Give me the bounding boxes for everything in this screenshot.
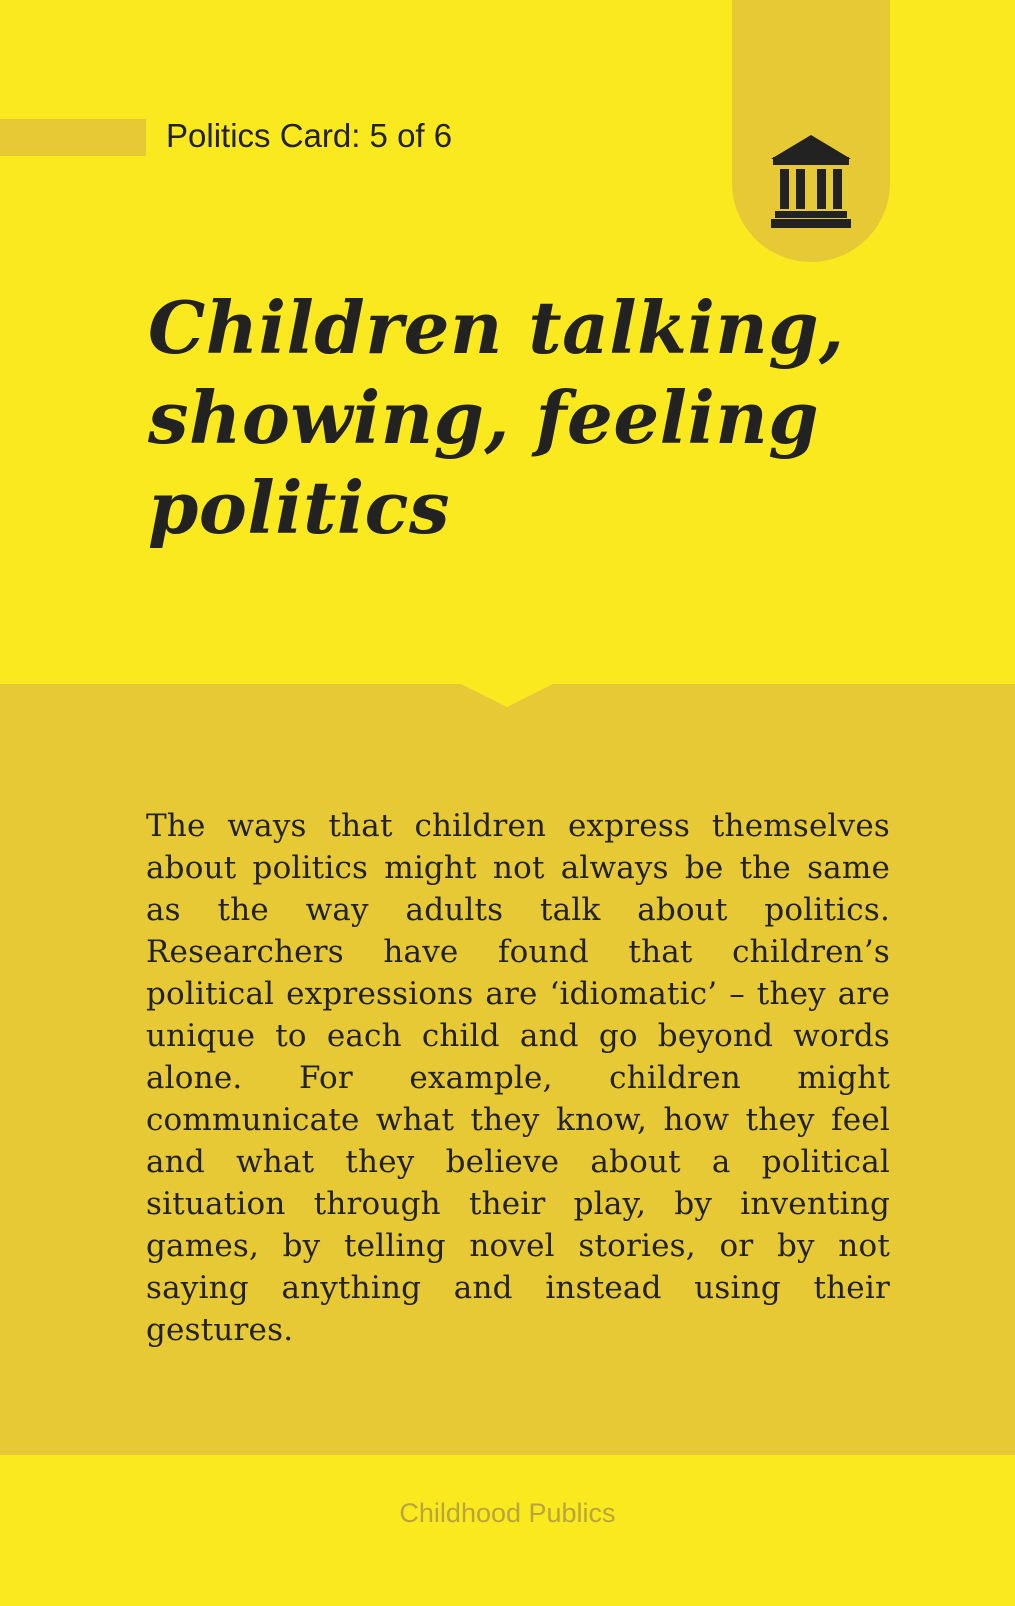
card-title: Children talking, showing, feeling politics	[148, 285, 845, 550]
card-label: Politics Card: 5 of 6	[166, 117, 453, 154]
footer-brand: Childhood Publics	[399, 1498, 616, 1528]
panel-notch	[459, 683, 555, 707]
category-bookmark	[732, 0, 890, 262]
header-stripe	[0, 119, 146, 156]
government-building-icon	[769, 133, 853, 229]
card-body-text: The ways that children express themselves about politics might not always be the same as the way adults talk about politics. Researchers have found that children’s political expressions are ‘idiomatic’ – they are unique to each child and go beyond words alone. For example, children might communicate what they know, how they feel and what they believe about a political situation through their play, by inventing games, by telling novel stories, or by not saying anything and instead using their gestures.	[146, 808, 890, 1348]
